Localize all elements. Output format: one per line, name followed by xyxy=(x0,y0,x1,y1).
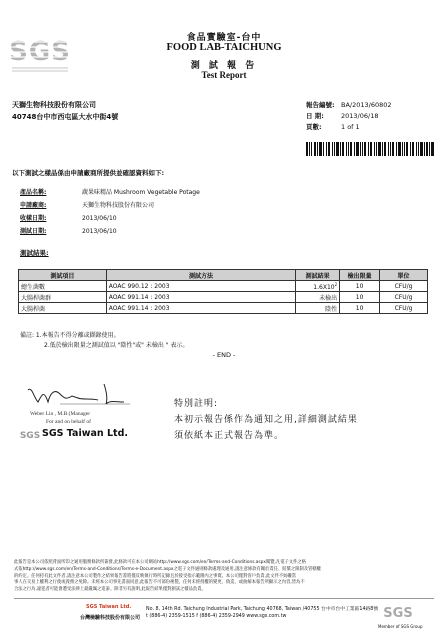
field-value: 2013/06/10 xyxy=(82,215,117,222)
disclaimer-line: 合法之行為,違犯者可能會遭受法律上最嚴厲之追訴。除非另有說明,此報告結果僅對測試之樣品負責。 xyxy=(14,587,206,593)
report-number-row xyxy=(306,100,392,109)
report-date-row xyxy=(306,111,378,120)
table-row xyxy=(19,281,428,292)
cell-item: 大腸桿菌群 xyxy=(19,292,107,303)
header-limit: 檢出限量 xyxy=(340,270,380,281)
cell-method: AOAC 990.12 : 2003 xyxy=(106,281,295,292)
footer-divider xyxy=(14,598,434,599)
signer-company: SGS Taiwan Ltd. xyxy=(42,428,128,439)
field-applicant xyxy=(20,200,154,209)
page-count: 1 of 1 xyxy=(341,123,360,131)
field-value: 2013/06/10 xyxy=(82,228,117,235)
disclaimer-line: 的約定。任何持有此文件者,請注意本公司製作之結果報告書將僅反映執行時所記錄且於接受指示範圍內之事實。本公司僅對客戶負責,此文件不妨礙當 xyxy=(14,573,297,579)
note-2: 2.低於檢出限量之測試值以 "陰性"或" 未檢出 " 表示。 xyxy=(44,342,189,349)
footer-brand-cn: 台灣檢驗科技股份有限公司 xyxy=(80,615,141,621)
field-receive-date xyxy=(20,213,117,222)
meta-label: 頁數: xyxy=(306,123,322,131)
barcode xyxy=(306,142,434,156)
disclaimer-line: 事人在交易上權利之行使或義務之免除。未經本公司事先書面同意,此報告不可部份複製。任何未經授權的變更、偽造、或曲解本報告所顯示之內容,皆為不 xyxy=(14,580,305,586)
result-value: 1.6X10 xyxy=(313,283,335,291)
header-result: 測試結果 xyxy=(296,270,340,281)
field-value: 天獅生物科技股份有限公司 xyxy=(82,202,155,209)
field-value: 蔬果味精品 Mushroom Vegetable Potage xyxy=(82,189,200,196)
cell-result: 陰性 xyxy=(296,303,340,314)
handwritten-signature xyxy=(20,380,140,410)
report-date: 2013/06/18 xyxy=(341,112,379,120)
end-mark: - END - xyxy=(212,351,236,359)
cell-result: 未檢出 xyxy=(296,292,340,303)
cell-limit: 10 xyxy=(340,281,380,292)
footer-member: Member of SGS Group xyxy=(378,624,423,629)
cell-result xyxy=(296,281,340,292)
page-count-row xyxy=(306,122,360,131)
intro-text: 以下測試之樣品係由申請廠商所提供並確認資料如下: xyxy=(12,169,165,177)
special-note-line-1: 本初示報告係作為通知之用,詳細測試結果 xyxy=(174,415,358,425)
cell-unit: CFU/g xyxy=(380,303,428,314)
footer-disclaimer xyxy=(14,560,434,594)
field-product-name xyxy=(20,187,200,196)
note-1: 備註: 1.本報告不得分離或擷錄使用。 xyxy=(20,332,120,339)
cell-method: AOAC 991.14 : 2003 xyxy=(106,303,295,314)
result-exponent: 2 xyxy=(334,281,338,287)
footer-address: No. 8, 14th Rd. Taichung Industrial Park, Taichung 40768, Taiwan /40755 台中市台中工業區14路8號 xyxy=(146,607,379,612)
cell-limit: 10 xyxy=(340,292,380,303)
field-label: 收樣日期: xyxy=(20,215,47,222)
field-label: 申請廠商: xyxy=(20,202,47,209)
svg-text:SGS: SGS xyxy=(9,37,71,67)
meta-label: 報告編號: xyxy=(306,101,335,109)
cell-limit: 10 xyxy=(340,303,380,314)
header-unit: 單位 xyxy=(380,270,428,281)
meta-label: 日 期: xyxy=(306,112,324,120)
disclaimer-line: 此報告是本公司依照背面所印之通用服務條款所簽發,此條款可在本公司網站http://www.sgs.com/en/Terms-and-Conditions.aspx閱覽,凡電子文件之格 xyxy=(14,560,306,565)
results-title: 測試結果: xyxy=(20,249,49,257)
field-test-date xyxy=(20,226,117,235)
footer-sgs-logo xyxy=(382,603,414,621)
header-method: 測試方法 xyxy=(106,270,295,281)
lab-name-en: FOOD LAB-TAICHUNG xyxy=(166,42,282,53)
sgs-small-logo xyxy=(20,427,40,441)
field-label: 測試日期: xyxy=(20,228,47,235)
cell-item: 大腸桿菌 xyxy=(19,303,107,314)
signer-for: For and on behalf of xyxy=(46,419,91,425)
cell-item: 總生菌數 xyxy=(19,281,107,292)
report-number: BA/2013/60802 xyxy=(341,101,392,109)
client-name: 天獅生物科技股份有限公司 xyxy=(12,101,96,109)
disclaimer-line: 式依http://www.sgs.com/en/Terms-and-Conditions/Terms-e-Document.aspx之電子文件通則條款處理及通用,請注意條款有關於責任、賠償之限制及管轄權 xyxy=(14,566,321,572)
cell-unit: CFU/g xyxy=(380,281,428,292)
special-note-line-2: 須依紙本正式報告為準。 xyxy=(174,431,285,441)
table-header-row xyxy=(19,270,428,281)
table-row xyxy=(19,292,428,303)
signer-name: Weber Lin , M.B.(Manager xyxy=(30,411,91,417)
report-title-cn: 測 試 報 告 xyxy=(190,61,258,71)
svg-text:SGS: SGS xyxy=(20,431,40,441)
cell-method: AOAC 991.14 : 2003 xyxy=(106,292,295,303)
client-address: 40748台中市西屯區大水中街4號 xyxy=(12,113,119,121)
lab-name-cn: 食品實驗室-台中 xyxy=(186,33,262,43)
footer-contact: t (886-4) 2359-1515 f (886-4) 2359-2949 www.sgs.com.tw xyxy=(146,614,287,619)
header-item: 測試項目 xyxy=(19,270,107,281)
special-note-title: 特別註明: xyxy=(174,399,219,409)
svg-text:SGS: SGS xyxy=(383,606,413,621)
report-title-en: Test Report xyxy=(201,70,247,80)
results-table xyxy=(18,269,428,314)
footer-brand: SGS Taiwan Ltd. xyxy=(86,604,132,610)
table-row xyxy=(19,303,428,314)
cell-unit: CFU/g xyxy=(380,292,428,303)
field-label: 產品名稱: xyxy=(20,189,47,196)
